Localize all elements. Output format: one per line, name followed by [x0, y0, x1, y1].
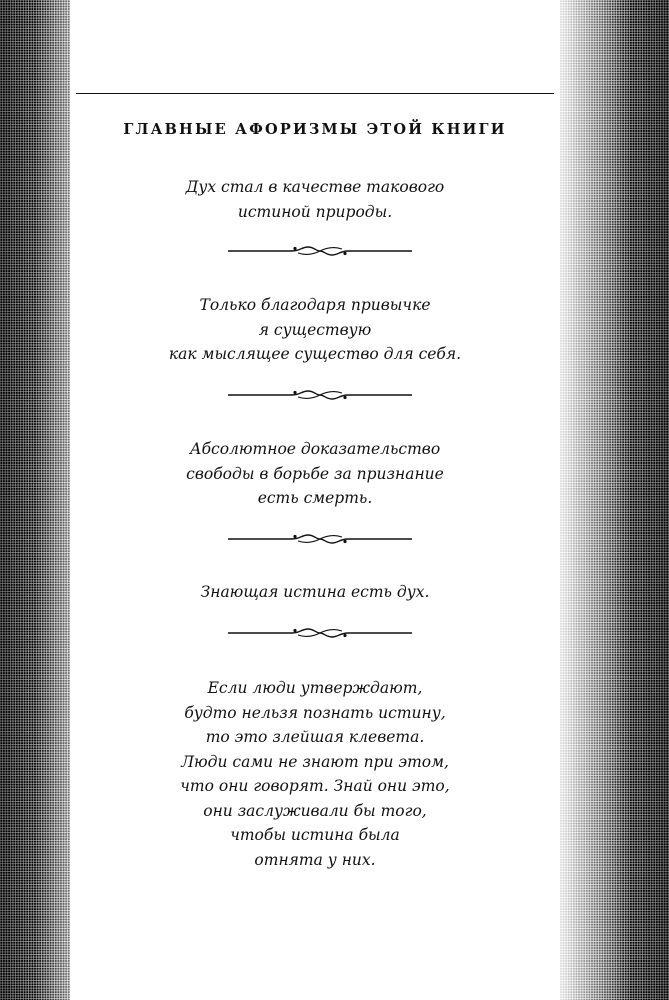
- aphorism-2: [70, 293, 560, 367]
- aphorism-line: Дух стал в качестве такового: [185, 178, 445, 196]
- aphorism-line: свободы в борьбе за признание: [186, 464, 444, 483]
- aphorism-line: они заслуживали бы того,: [203, 801, 427, 820]
- halftone-right-fade: [544, 0, 669, 1000]
- aphorism-line: Люди сами не знают при этом,: [181, 752, 449, 771]
- aphorism-line: есть смерть.: [257, 489, 373, 507]
- page-heading: ГЛАВНЫЕ АФОРИЗМЫ ЭТОЙ КНИГИ: [123, 121, 507, 138]
- aphorism-5: [70, 676, 560, 872]
- flourish-divider-icon: [228, 532, 412, 546]
- aphorism-line: Абсолютное доказательство: [189, 440, 441, 458]
- flourish-divider-icon: [228, 244, 412, 258]
- aphorism-4: [70, 580, 560, 605]
- flourish-divider-icon: [228, 388, 412, 402]
- aphorism-line: что они говорят. Знай они это,: [180, 777, 450, 795]
- aphorism-3: [70, 437, 560, 511]
- aphorism-line: Только благодаря привычке: [199, 296, 431, 314]
- aphorism-line: Знающая истина есть дух.: [200, 583, 430, 601]
- aphorism-line: я существую: [258, 320, 372, 339]
- book-page: [70, 0, 560, 1000]
- aphorism-1: [70, 175, 560, 224]
- aphorism-line: как мыслящее существо для себя.: [168, 345, 462, 363]
- aphorism-line: будто нельзя познать истину,: [184, 703, 446, 722]
- aphorism-line: Если люди утверждают,: [207, 679, 423, 697]
- top-rule: [76, 93, 554, 94]
- aphorism-line: отнята у них.: [254, 850, 376, 869]
- flourish-divider-icon: [228, 626, 412, 640]
- aphorism-line: то это злейшая клевета.: [205, 728, 425, 746]
- aphorism-line: истиной природы.: [237, 202, 393, 221]
- aphorism-line: чтобы истина была: [230, 826, 400, 844]
